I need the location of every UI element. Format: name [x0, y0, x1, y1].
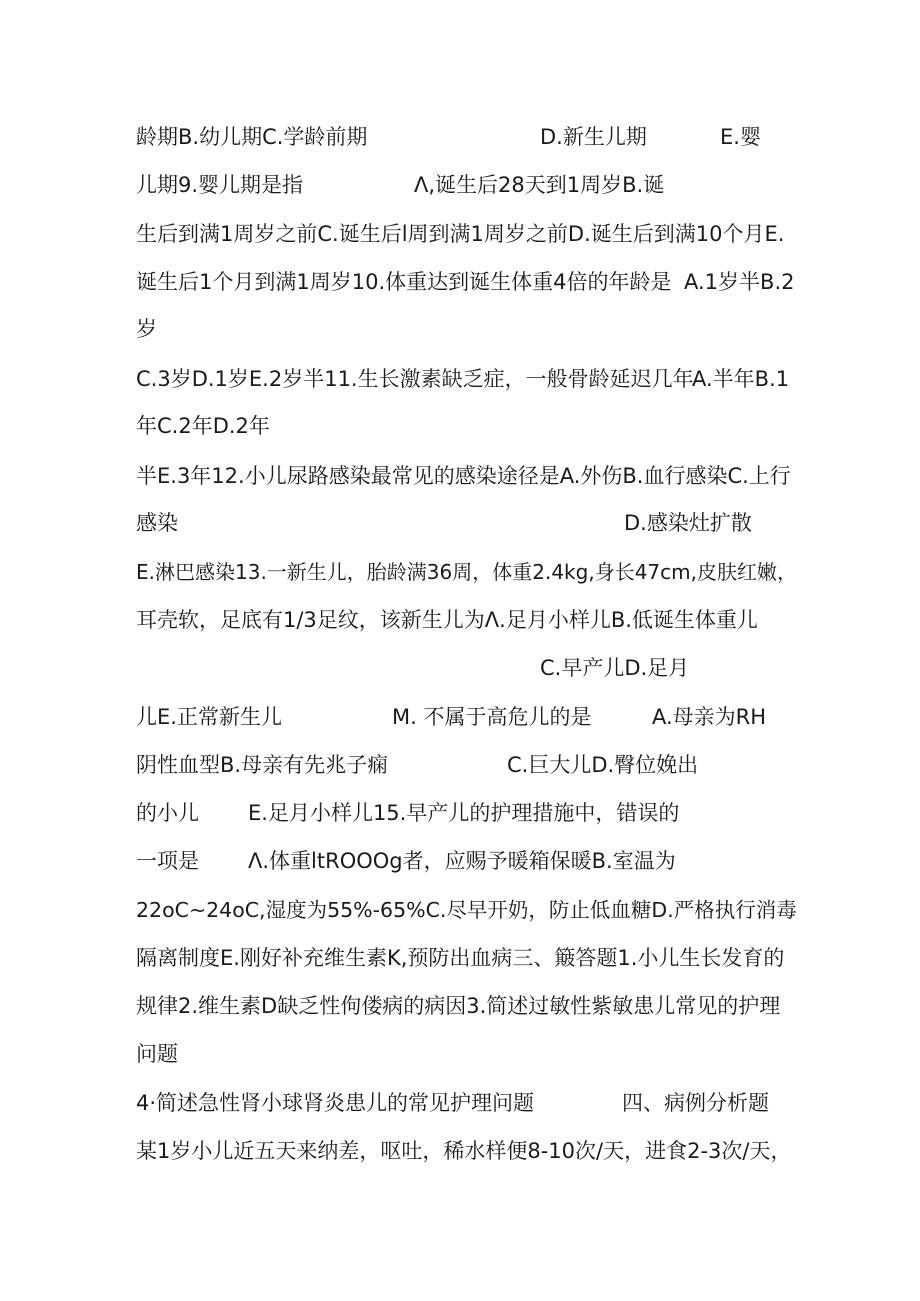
text-line [0, 503, 920, 543]
text-line [0, 165, 920, 205]
text-segment: M. 不属于高危儿的是 [392, 705, 592, 729]
text-line [0, 456, 920, 496]
text-line [0, 117, 920, 157]
text-line [0, 1083, 920, 1123]
text-segment: A.1岁半B.2 [684, 270, 795, 294]
text-line [0, 552, 920, 592]
text-line [0, 793, 920, 833]
text-segment: 诞生后1个月到满1周岁10.体重达到诞生体重4倍的年龄是 [136, 270, 672, 294]
text-segment: 的小儿 [136, 801, 199, 825]
text-segment: 儿期9.婴儿期是指 [136, 173, 304, 197]
text-segment: D.新生儿期 [540, 125, 647, 149]
text-line [0, 309, 920, 349]
text-segment: 耳壳软，足底有1/3足纹，该新生儿为Λ.足月小样儿B.低诞生体重儿 [136, 608, 758, 632]
text-segment: E.淋巴感染13.一新生儿，胎龄满36周，体重2.4kg,身长47cm,皮肤红嫩， [136, 560, 797, 584]
text-segment: D.感染灶扩散 [624, 511, 752, 535]
text-line [0, 986, 920, 1026]
text-line [0, 262, 920, 302]
text-segment: 岁 [136, 317, 157, 341]
text-segment: 阴性血型B.母亲有先兆子痫 [136, 753, 389, 777]
text-line [0, 841, 920, 881]
text-line [0, 1131, 920, 1171]
text-segment: 某1岁小儿近五天来纳差，呕吐，稀水样便8-10次/天，进食2-3次/天， [136, 1139, 792, 1163]
text-line [0, 938, 920, 978]
text-segment: 规律2.维生素D缺乏性佝偻病的病因3.简述过敏性紫敏患儿常见的护理 [136, 994, 781, 1018]
text-line [0, 600, 920, 640]
text-line [0, 697, 920, 737]
text-line [0, 648, 920, 688]
text-segment: C.早产儿D.足月 [540, 656, 690, 680]
text-line [0, 1034, 920, 1074]
text-line [0, 890, 920, 930]
text-line [0, 406, 920, 446]
text-segment: Λ.体重ltROOOg者，应赐予暖箱保暖B.室温为 [248, 849, 676, 873]
text-segment: 半E.3年12.小儿尿路感染最常见的感染途径是A.外伤B.血行感染C.上行 [136, 464, 791, 488]
text-segment: 儿E.正常新生儿 [136, 705, 282, 729]
text-segment: C.3岁D.1岁E.2岁半11.生长激素缺乏症，一般骨龄延迟几年 [136, 367, 694, 391]
text-segment: 22oC~24oC,湿度为55%-65%C.尽早开奶，防止低血糖D.严格执行消毒 [136, 898, 797, 922]
text-segment: E.婴 [720, 125, 761, 149]
text-segment: C.巨大儿D.臀位娩出 [507, 753, 699, 777]
text-segment: Λ,诞生后28天到1周岁B.诞 [414, 173, 665, 197]
text-segment: 4·简述急性肾小球肾炎患儿的常见护理问题 [136, 1091, 535, 1115]
text-segment: A.半年B.1 [692, 367, 790, 391]
text-segment: 生后到满1周岁之前C.诞生后l周到满1周岁之前D.诞生后到满10个月E. [136, 222, 785, 246]
text-segment: 龄期B.幼儿期C.学龄前期 [136, 125, 368, 149]
text-segment: 隔离制度E.刚好补充维生素K,预防出血病三、簸答题1.小儿生长发育的 [136, 946, 785, 970]
text-segment: E.足月小样儿15.早产儿的护理措施中，错误的 [248, 801, 680, 825]
text-segment: 年C.2年D.2年 [136, 414, 270, 438]
text-segment: 感染 [136, 511, 178, 535]
text-line [0, 359, 920, 399]
text-segment: 问题 [136, 1042, 178, 1066]
text-line [0, 745, 920, 785]
text-segment: A.母亲为RH [652, 705, 767, 729]
text-segment: 一项是 [136, 849, 199, 873]
text-segment: 四、病例分析题 [622, 1091, 769, 1115]
text-line [0, 214, 920, 254]
